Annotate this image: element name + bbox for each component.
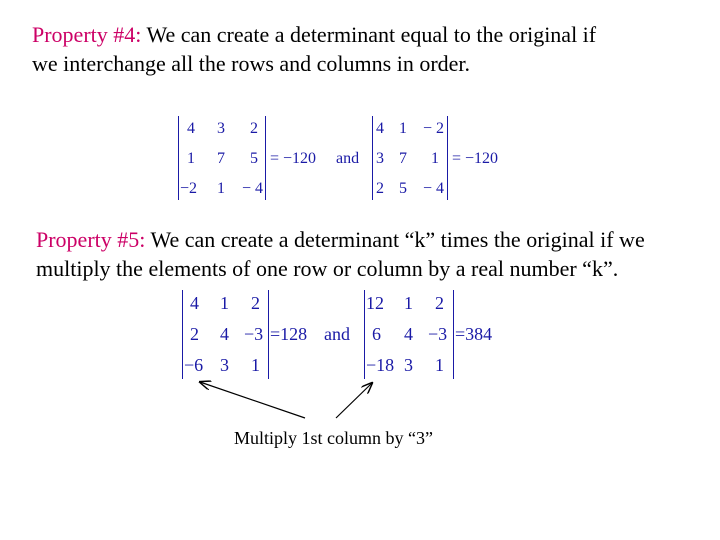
det-entry: −18 bbox=[366, 355, 395, 375]
det-entry: 6 bbox=[372, 324, 381, 344]
det-entry: 5 bbox=[399, 180, 407, 197]
det-entry: 1 bbox=[217, 180, 225, 197]
det-result: =128 bbox=[270, 324, 308, 344]
det-entry: 2 bbox=[250, 120, 258, 137]
det-entry: 7 bbox=[399, 150, 407, 167]
det-entry: −6 bbox=[184, 355, 204, 375]
det-entry: 2 bbox=[251, 293, 260, 313]
det-entry: 1 bbox=[251, 355, 260, 375]
connector-and: and bbox=[324, 324, 350, 344]
det-entry: 1 bbox=[435, 355, 444, 375]
det-entry: −3 bbox=[244, 324, 264, 344]
det-entry: 1 bbox=[404, 293, 413, 313]
det-entry: 12 bbox=[366, 293, 384, 313]
det-entry: − 4 bbox=[242, 180, 264, 197]
det-entry: 4 bbox=[190, 293, 199, 313]
det-entry: 1 bbox=[431, 150, 439, 167]
det-entry: 4 bbox=[187, 120, 195, 137]
caption: Multiply 1st column by “3” bbox=[234, 428, 433, 448]
property4-label: Property #4: bbox=[32, 22, 142, 47]
property4-line1: We can create a determinant equal to the original if bbox=[141, 22, 597, 47]
det-entry: 2 bbox=[190, 324, 199, 344]
property5-line2: multiply the elements of one row or column by a real number “k”. bbox=[36, 256, 619, 281]
det-entry: 3 bbox=[220, 355, 229, 375]
det-entry: 2 bbox=[435, 293, 444, 313]
property5-label: Property #5: bbox=[36, 227, 146, 252]
det-entry: 3 bbox=[376, 150, 384, 167]
det-entry: 4 bbox=[404, 324, 413, 344]
det-entry: 2 bbox=[376, 180, 384, 197]
det-entry: 1 bbox=[399, 120, 407, 137]
property5-line1: We can create a determinant “k” times the original if we bbox=[145, 227, 645, 252]
det-entry: 5 bbox=[250, 150, 258, 167]
det-entry: − 4 bbox=[423, 180, 445, 197]
det-entry: − 2 bbox=[423, 120, 445, 137]
det-entry: 1 bbox=[220, 293, 229, 313]
det-entry: 3 bbox=[404, 355, 413, 375]
arrow-to-first-column-a bbox=[200, 382, 305, 418]
det-result: = −120 bbox=[452, 150, 499, 167]
property4-line2: we interchange all the rows and columns in order. bbox=[32, 51, 471, 76]
det-entry: −2 bbox=[180, 180, 198, 197]
det-result: =384 bbox=[455, 324, 493, 344]
det-entry: 3 bbox=[217, 120, 225, 137]
det-result: = −120 bbox=[270, 150, 317, 167]
det-entry: 7 bbox=[217, 150, 225, 167]
det-entry: −3 bbox=[428, 324, 448, 344]
connector-and: and bbox=[336, 150, 360, 167]
det-entry: 1 bbox=[187, 150, 195, 167]
det-entry: 4 bbox=[376, 120, 384, 137]
arrow-to-first-column-b bbox=[336, 383, 372, 418]
det-entry: 4 bbox=[220, 324, 229, 344]
